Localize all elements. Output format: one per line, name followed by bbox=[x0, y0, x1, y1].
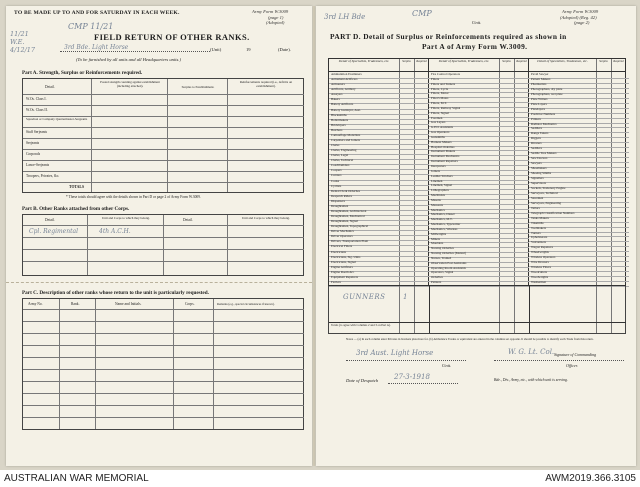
specialist-entry: Curriers bbox=[331, 173, 342, 178]
specialist-entry: Gunsmiths bbox=[431, 134, 445, 139]
specialist-entry: Drivers, Transportation Plant bbox=[331, 239, 369, 244]
specialist-entry: Telegraph Classification Numbers bbox=[531, 210, 575, 215]
entry-rule bbox=[329, 144, 429, 145]
specialist-entry: Tanks Makers bbox=[531, 215, 549, 220]
specialist-entry: Blacksmiths bbox=[331, 112, 347, 117]
specialist-entry: Millwrights bbox=[431, 231, 447, 236]
specialist-entry: Leather Stitchers bbox=[431, 173, 453, 178]
specialist-entry: Operators, Signal bbox=[431, 270, 454, 275]
specialist-entry: Farriers bbox=[331, 279, 341, 284]
entry-rule bbox=[529, 147, 629, 148]
specialist-entry: Mechanics, Diesel bbox=[431, 212, 455, 217]
specialist-entry: Toolmakers bbox=[531, 225, 547, 230]
specialist-entry: Fitter's Mates bbox=[431, 96, 449, 101]
specialist-entry: Wireless Fitters bbox=[531, 265, 551, 270]
specialist-entry: Mechanics, Typewriter bbox=[431, 222, 461, 227]
part-c-col-name: Name and Initials. bbox=[115, 302, 142, 306]
unit-written: 3rd Bde. Light Horse bbox=[64, 44, 129, 51]
part-a-col-detail: Detail. bbox=[45, 85, 55, 89]
specialist-entry: Moulders bbox=[431, 241, 444, 246]
officer-label: Officer. bbox=[566, 363, 578, 368]
row-staff-sjts: Staff Serjeants bbox=[26, 130, 47, 134]
entry-rule bbox=[529, 162, 629, 163]
specialist-entry: Painters bbox=[431, 280, 442, 285]
entry-rule bbox=[329, 185, 429, 186]
entry-rule bbox=[329, 169, 429, 170]
blank-rows bbox=[328, 286, 626, 334]
part-a-table bbox=[22, 78, 304, 193]
part-c-table bbox=[22, 298, 304, 430]
specialist-entry: Tinsmiths bbox=[531, 220, 544, 225]
entry-rule bbox=[429, 281, 529, 282]
entry-rule bbox=[429, 117, 529, 118]
specialist-entry: Signallers bbox=[531, 176, 544, 181]
entry-rule bbox=[329, 281, 429, 282]
specialist-entry: Wheelwrights bbox=[531, 250, 549, 255]
specialist-entry: Pharmacists bbox=[531, 81, 547, 86]
specialist-entry: Clerks, Engineering bbox=[331, 148, 357, 153]
row-troopers: Troopers, Privates, &c. bbox=[26, 174, 60, 178]
col1-heading: Detail of Specialists, Tradesmen, etc. bbox=[338, 59, 390, 63]
specialist-entry: Electricians, Sig. Units bbox=[331, 254, 361, 259]
specialist-entry: Clerks, Technical bbox=[331, 158, 354, 163]
col2-heading: Detail of Specialists, Tradesmen, etc. bbox=[438, 59, 490, 63]
specialist-entry: Pattern Makers bbox=[531, 76, 551, 81]
specialist-entry: Plate Writers bbox=[531, 96, 548, 101]
specialist-entry: Electrical Fitters bbox=[331, 244, 353, 249]
specialist-entry: Bricklayers bbox=[331, 122, 346, 127]
specialist-entry: Riggers bbox=[531, 136, 541, 141]
specialist-entry: Upholsterers bbox=[531, 235, 548, 240]
specialist-entry: Draughtsmen, Topographical bbox=[331, 224, 369, 229]
part-a-col-surplus: Surplus to Establishment. bbox=[181, 85, 215, 89]
specialist-entry: Linemen, Signal bbox=[431, 183, 453, 188]
part-a-col-reinf: Reinforcements required (i.e., deficits on establishment). bbox=[239, 80, 293, 88]
specialist-entry: Bakers bbox=[331, 97, 340, 102]
specialist-entry: Clerks bbox=[331, 143, 340, 147]
specialist-entry: Nurses, Trained bbox=[431, 255, 452, 260]
right-form-page-2: (page 2) bbox=[574, 20, 590, 25]
entry-rule bbox=[329, 93, 429, 94]
part-d-title-2: Part A of Army Form W.3009. bbox=[422, 42, 528, 51]
entry-rule bbox=[429, 204, 529, 205]
right-form-ref: Army Form W.3009 bbox=[562, 9, 599, 14]
row-wo1: W.Os. Class I. bbox=[26, 97, 47, 101]
specialist-entry: Fitters, Motor bbox=[431, 91, 449, 96]
specialist-entry: Instrument Mechanics bbox=[431, 154, 460, 159]
perforation bbox=[6, 282, 312, 283]
specialist-entry: Harness Makers bbox=[431, 139, 452, 144]
caption-left: AUSTRALIAN WAR MEMORIAL bbox=[4, 473, 149, 484]
form-adopted: (Adopted) bbox=[266, 20, 285, 25]
date-label: (Date). bbox=[278, 47, 291, 52]
part-c-col-remarks: Remarks (e.g., special circumstances if known). bbox=[217, 302, 275, 306]
specialist-entry: Machinists bbox=[431, 193, 445, 198]
specialist-entry: Sawyers bbox=[531, 161, 542, 166]
entry-rule bbox=[529, 177, 629, 178]
specialist-entry: Nursing Orderlies (Mental) bbox=[431, 251, 466, 256]
specialist-entry: Fire Control Operators bbox=[431, 72, 461, 76]
specialist-entry: Plate Layers bbox=[531, 101, 547, 106]
part-c-heading: Part C. Description of other ranks whose return to the unit is particularly requested. bbox=[22, 290, 209, 296]
specialist-entry: Fitters bbox=[431, 76, 440, 81]
specialist-entry: Wire Drawers bbox=[531, 260, 549, 265]
right-page bbox=[316, 6, 636, 466]
specialist-entry: Boilermakers bbox=[331, 117, 349, 122]
part-b-col-detail: Detail. bbox=[45, 218, 55, 222]
specialist-entry: Cooks bbox=[331, 178, 340, 183]
specialist-entry: Draughtsmen bbox=[331, 203, 349, 208]
specialist-entry: Equipment Repairers bbox=[331, 274, 358, 279]
specialist-entry: Cyclists bbox=[331, 183, 342, 188]
specialist-entry: Vulcanizers bbox=[531, 240, 547, 245]
right-unit-label: Unit. bbox=[472, 20, 482, 25]
row-totals: TOTALS bbox=[69, 185, 85, 189]
dispatch-value: 27-3-1918 bbox=[394, 373, 430, 381]
specialist-entry: Mechanics, M.T. bbox=[431, 217, 453, 222]
specialist-entry: Draughtsmen, Architectural bbox=[331, 208, 367, 213]
entry-rule bbox=[529, 232, 629, 233]
entry-rule bbox=[429, 238, 529, 239]
specialist-entry: Coachbuilders bbox=[331, 163, 350, 168]
entry-rule bbox=[429, 180, 529, 181]
specialist-entry: Assayers bbox=[331, 92, 343, 97]
unit-label: (Unit) bbox=[210, 47, 222, 52]
specialist-entry: Interpreters bbox=[431, 163, 446, 168]
part-b-col-unit: Unit and Corps to which they belong. bbox=[102, 216, 150, 220]
specialists-column-3 bbox=[529, 59, 626, 285]
specialist-entry: Shoemakers bbox=[531, 166, 547, 171]
top-note: TO BE MADE UP TO AND FOR SATURDAY IN EACH WEEK. bbox=[14, 10, 180, 16]
specialist-entry: Riveters bbox=[531, 141, 542, 146]
specialist-entry: Orderlies bbox=[431, 275, 443, 280]
part-a-heading: Part A. Strength, Surplus or Reinforcements required. bbox=[22, 70, 143, 76]
specialist-entry: Wireless Operators bbox=[531, 255, 556, 260]
specialist-entry: Masons bbox=[431, 197, 441, 202]
specialist-entry: Artificers, Artillery bbox=[331, 87, 356, 92]
col3-surplus: Surplus bbox=[599, 60, 608, 63]
right-camp-pencil: CMP bbox=[412, 9, 432, 18]
specialist-entry: Observation Post Assistants bbox=[431, 260, 467, 265]
specialists-column-1 bbox=[329, 59, 429, 285]
specialist-entry: Draughtsmen, Signal bbox=[331, 219, 358, 224]
row-serjeants: Serjeants bbox=[26, 141, 40, 145]
specialist-entry: Armourers bbox=[331, 82, 345, 87]
specialist-entry: Dental Clerk Orderlies bbox=[331, 188, 361, 193]
totals-note: Totals (to agree with Columns 2 and 3 on Part A). bbox=[331, 323, 391, 327]
part-b-heading: Part B. Other Ranks attached from other Corps. bbox=[22, 206, 130, 212]
page-fold bbox=[313, 6, 315, 466]
col3-required: Required bbox=[613, 60, 624, 63]
specialist-entry: Fitters, Signal bbox=[431, 110, 449, 115]
gunners-count: 1 bbox=[403, 293, 408, 301]
part-c-col-corps: Corps. bbox=[185, 302, 195, 306]
specialist-entry: Ammunition Examiners bbox=[331, 72, 362, 76]
specialist-entry: Instrument Makers bbox=[431, 149, 456, 154]
specialist-entry: Foremen bbox=[431, 115, 443, 120]
specialist-entry: Camouflage Modellers bbox=[331, 132, 361, 137]
specialists-column-2 bbox=[429, 59, 529, 285]
specialist-entry: Clerks, Legal bbox=[331, 153, 349, 158]
specialist-entry: Shoeing Smiths bbox=[531, 171, 552, 176]
entry-rule bbox=[529, 142, 629, 143]
specialist-entry: Range Takers bbox=[531, 131, 549, 136]
entry-rule bbox=[529, 222, 629, 223]
entry-rule bbox=[429, 242, 529, 243]
part-a-col-posted: Posted strength counting against establishment (including attached). bbox=[100, 80, 160, 88]
specialist-entry: Battery Artificers bbox=[331, 102, 354, 107]
specialist-entry: Woodcutters bbox=[531, 270, 548, 275]
part-b-col-unit-2: Unit and Corps to which they belong. bbox=[242, 216, 290, 220]
specialist-entry: Electricians, Signal bbox=[331, 259, 356, 264]
specialist-entry: Fitters, Railway Signal bbox=[431, 105, 461, 110]
specialist-entry: Lithographers bbox=[431, 188, 449, 193]
col2-required: Required bbox=[516, 60, 527, 63]
specialist-entry: Sockets, Stationary Engine bbox=[531, 185, 566, 190]
footer-notes: Notes — (a) In each column enter Privates in brackets plus more for. (b) Ambulance Trades or equivalent are entered in the columns set opposite. It should be possible to identify each Trade from this return. bbox=[346, 337, 594, 341]
specialist-entry: Surveyors, Technical bbox=[531, 190, 558, 195]
part-c-col-rank: Rank. bbox=[71, 302, 80, 306]
specialist-entry: Nursing Orderlies bbox=[431, 246, 454, 251]
specialist-entry: Turners bbox=[531, 230, 541, 235]
specialist-entry: Saw Doctors bbox=[531, 156, 548, 161]
entry-rule bbox=[529, 207, 629, 208]
row-corporals: Corporals bbox=[26, 152, 41, 156]
unit-field-label: Unit. bbox=[442, 363, 452, 368]
gunners-pencil: GUNNERS bbox=[343, 293, 386, 301]
row-cqms: Squadron or Company Quartermaster-Sergeants bbox=[26, 117, 88, 121]
specialist-entry: Armament Artificers bbox=[331, 77, 358, 82]
part-d-title-1: PART D. Detail of Surplus or Reinforcements required as shown in bbox=[330, 32, 567, 41]
specialist-entry: Tailors bbox=[531, 205, 540, 210]
entry-rule bbox=[529, 118, 629, 119]
row-wo2: W.Os. Class II. bbox=[26, 108, 48, 112]
col1-required: Required bbox=[416, 60, 427, 63]
unit-line bbox=[60, 51, 210, 52]
specialist-entry: Platelayers bbox=[531, 106, 545, 111]
col1-surplus: Surplus bbox=[402, 60, 411, 63]
specialist-entry: Electricians bbox=[331, 249, 347, 254]
specialist-entry: Driver Operators bbox=[331, 234, 353, 239]
specialist-entry: Washermen bbox=[531, 280, 546, 285]
entry-rule bbox=[529, 137, 629, 138]
specialist-entry: Gas Layers bbox=[431, 120, 446, 125]
specialist-entry: Driver Mechanics bbox=[331, 229, 354, 234]
entry-rule bbox=[329, 129, 429, 130]
specialist-entry: Miners bbox=[431, 236, 441, 241]
entry-rule bbox=[429, 78, 529, 79]
specialist-entry: Predictor Numbers bbox=[531, 111, 556, 116]
entry-rule bbox=[429, 199, 529, 200]
entry-rule bbox=[529, 127, 629, 128]
specialist-entry: Photographers, dry plate bbox=[531, 86, 563, 91]
right-unit-pencil: 3rd LH Bde bbox=[324, 13, 366, 21]
specialist-entry: Fitters and Turners bbox=[431, 81, 456, 86]
specialist-entry: Battery Gunlayer, Asst. bbox=[331, 107, 361, 112]
specialist-entry: Pavid Sawyer bbox=[531, 72, 549, 76]
camp-pencil: CMP 11/21 bbox=[68, 22, 114, 31]
specialist-entry: Gas Operators bbox=[431, 130, 450, 135]
signature-written: W. G. Lt. Col. bbox=[508, 348, 555, 356]
specialist-entry: Radiator Mechanics bbox=[531, 121, 557, 126]
part-b-col-detail-2: Detail. bbox=[183, 218, 193, 222]
specialist-entry: Linemen bbox=[431, 178, 443, 183]
entry-rule bbox=[529, 197, 629, 198]
specialists-table bbox=[328, 58, 626, 286]
specialist-entry: Carpenters and Joiners bbox=[331, 137, 361, 142]
bde-label: Bde., Div., Army, etc., with which unit is serving. bbox=[494, 378, 568, 382]
specialist-entry: Saddlers bbox=[531, 146, 542, 151]
specialist-entry: Hospital Orderlies bbox=[431, 144, 455, 149]
margin-pencil: 11/21 W.E. 4/12/17 bbox=[10, 30, 36, 54]
specialist-entry: Fitters, M.T. bbox=[431, 101, 447, 106]
col2-surplus: Surplus bbox=[502, 60, 511, 63]
right-form-page: (Adopted) (Reg. 42) bbox=[560, 15, 597, 20]
specialist-entry: Joiners bbox=[431, 168, 441, 173]
signature-label: Signature of Commanding bbox=[554, 352, 597, 357]
specialist-entry: Wagon Repairers bbox=[531, 245, 553, 250]
left-page bbox=[6, 6, 312, 466]
specialist-entry: G.P.O. Assistants bbox=[431, 125, 453, 130]
entry-rule bbox=[429, 276, 529, 277]
specialist-entry: Printers bbox=[531, 116, 541, 121]
date-year: 19 bbox=[246, 47, 251, 52]
specialist-entry: Operating Room Assistants bbox=[431, 265, 466, 270]
entry-rule bbox=[329, 98, 429, 99]
unit-signed: 3rd Aust. Light Horse bbox=[356, 349, 434, 357]
specialist-entry: Saddle Tree Makers bbox=[531, 151, 557, 156]
form-page: (page 1) bbox=[268, 15, 284, 20]
caption-bar bbox=[0, 470, 640, 487]
specialist-entry: Mechanics bbox=[431, 207, 445, 212]
furnish-note: (To be furnished by all units and all Headquarters units.) bbox=[76, 57, 181, 62]
specialist-entry: Instrument Repairers bbox=[431, 159, 458, 164]
specialist-entry: Fitters, Cycle bbox=[431, 86, 449, 91]
specialist-entry: Mechanics, Wireless bbox=[431, 226, 458, 231]
specialist-entry: Woodwrights bbox=[531, 275, 549, 280]
row-lance-sjts: Lance-Serjeants bbox=[26, 163, 50, 167]
specialist-entry: Dispensers bbox=[331, 198, 345, 203]
specialist-entry: Engine Room Art. bbox=[331, 269, 355, 274]
part-c-col-no: Army No. bbox=[28, 302, 43, 306]
specialist-entry: Coopers bbox=[331, 168, 342, 173]
entry-rule bbox=[329, 174, 429, 175]
entry-rule bbox=[429, 170, 529, 171]
part-b-table bbox=[22, 214, 304, 276]
caption-right: AWM2019.366.3105 bbox=[545, 473, 636, 484]
part-b-written-detail: Cpl. Regimental bbox=[29, 228, 79, 235]
specialist-entry: Butchers bbox=[331, 127, 343, 132]
col3-heading: Detail of Specialists, Tradesmen, etc. bbox=[537, 59, 588, 63]
entry-rule bbox=[329, 180, 429, 181]
specialist-entry: Engine Artificers bbox=[331, 264, 353, 269]
dispatch-label: Date of Despatch bbox=[346, 378, 379, 383]
form-ref: Army Form W.3009 bbox=[252, 9, 289, 14]
specialist-entry: Supervisors bbox=[531, 180, 547, 185]
specialist-entry: Draughtsmen, Mechanical bbox=[331, 214, 365, 218]
specialist-entry: Photographers, wet plate bbox=[531, 91, 563, 96]
part-b-written-unit: 4th A.C.H. bbox=[99, 228, 131, 235]
specialist-entry: Masseurs bbox=[431, 202, 444, 207]
specialist-entry: Surveyors, Engineering bbox=[531, 200, 562, 205]
specialist-entry: Saddlers bbox=[531, 126, 542, 131]
specialist-entry: Storemen bbox=[531, 195, 544, 200]
part-a-footnote: * These totals should agree with the details shown in Part D or page 2 of Army Form W.3009. bbox=[66, 195, 201, 199]
form-title: FIELD RETURN OF OTHER RANKS. bbox=[94, 32, 250, 42]
specialist-entry: Despatch Riders bbox=[331, 193, 352, 198]
